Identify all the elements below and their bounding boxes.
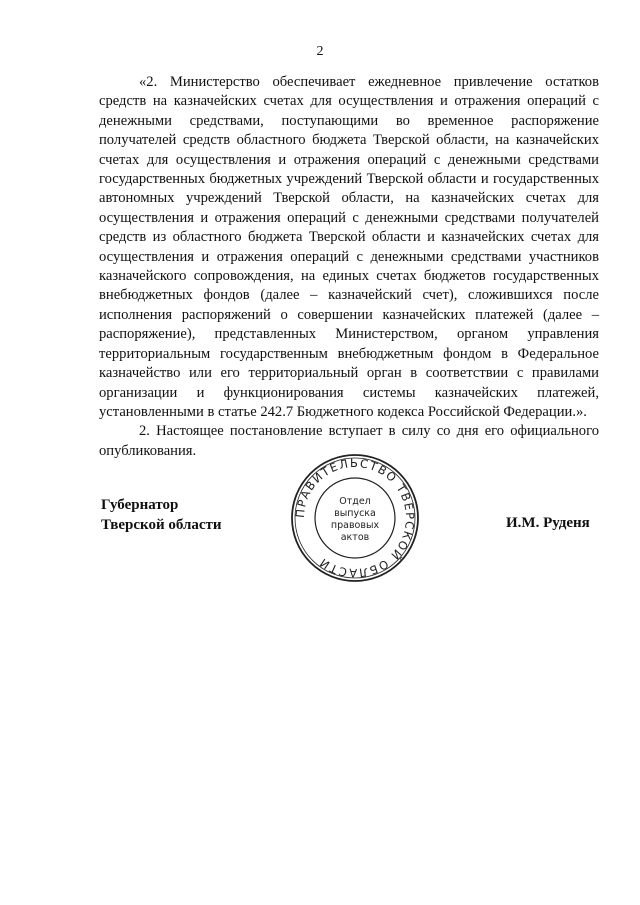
stamp-center-line4: актов bbox=[340, 532, 370, 543]
document-body bbox=[99, 73, 599, 461]
signatory-title-line2: Тверской области bbox=[101, 517, 222, 533]
signatory-title bbox=[101, 495, 222, 535]
official-stamp bbox=[289, 452, 421, 584]
paragraph-effective-date: 2. Настоящее постановление вступает в силу со дня его официального опубликования. bbox=[99, 423, 599, 459]
stamp-center-line2: выпуска bbox=[334, 508, 376, 519]
signatory-title-line1: Губернатор bbox=[101, 497, 179, 513]
stamp-center-line1: Отдел bbox=[339, 496, 371, 507]
stamp-ring-text: ПРАВИТЕЛЬСТВО ТВЕРСКОЙ ОБЛАСТИ bbox=[292, 455, 418, 581]
paragraph-amendment: «2. Министерство обеспечивает ежедневное привлечение остатков средств на казначейских счетах для осуществления и отражения операций с денежными средствами, поступающими во временное распоряжение получателей средств областного бюджета Тверской области, на казначейских счетах для осуществления и отражения операций с денежными средствами государственных бюджетных учреждений Тверской области и государственных автономных учреждений Тверской области, на казначейских счетах для осуществления и отражения операций с денежными средствами получателей средств из областного бюджета Тверской области и казначейских счетах для осуществления и отражения операций с денежными средствами участников казначейского сопровождения, на единых счетах бюджетов государственных внебюджетных фондов (далее – казначейский счет), сложившихся после исполнения распоряжений о совершении казначейских платежей (далее – распоряжение), представленных Министерством, органом управления территориальным государственным внебюджетным фондом в Федеральное казначейство или его территориальный орган в соответствии с правилами организации и функционирования системы казначейских платежей, установленными в статье 242.7 Бюджетного кодекса Российской Федерации.». bbox=[99, 74, 599, 420]
signatory-name: И.М. Руденя bbox=[506, 515, 590, 531]
page-number: 2 bbox=[316, 44, 324, 59]
stamp-center-line3: правовых bbox=[330, 520, 380, 531]
